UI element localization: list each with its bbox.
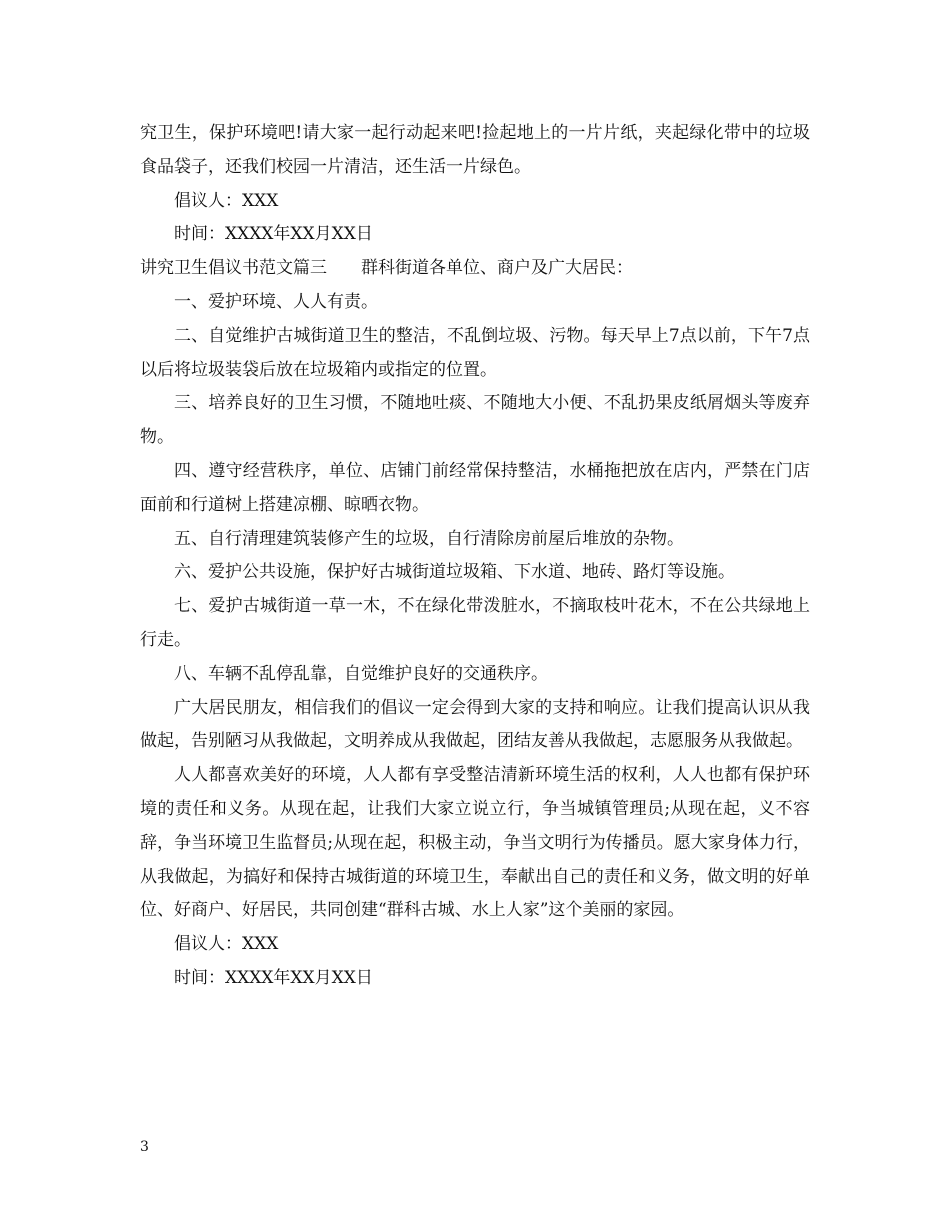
paragraph: 讲究卫生倡议书范文篇三 群科街道各单位、商户及广大居民： <box>140 258 633 279</box>
paragraph: 二、自觉维护古城街道卫生的整洁，不乱倒垃圾、污物。每天早上7点以前，下午7点以后将垃圾装袋后放在垃圾箱内或指定的位置。 <box>140 325 810 380</box>
paragraph: 倡议人：XXX <box>174 190 279 211</box>
paragraph: 一、爱护环境、人人有责。 <box>174 291 378 312</box>
paragraph: 八、车辆不乱停乱靠，自觉维护良好的交通秩序。 <box>174 663 548 684</box>
page-number: 3 <box>140 1139 149 1155</box>
paragraph: 广大居民朋友，相信我们的倡议一定会得到大家的支持和响应。让我们提高认识从我做起，告别陋习从我做起，文明养成从我做起，团结友善从我做起，志愿服务从我做起。 <box>140 697 810 752</box>
paragraph: 时间：XXXX年XX月XX日 <box>174 224 373 245</box>
document-body <box>140 117 810 996</box>
paragraph: 七、爱护古城街道一草一木，不在绿化带泼脏水，不摘取枝叶花木，不在公共绿地上行走。 <box>140 596 810 650</box>
paragraph: 五、自行清理建筑装修产生的垃圾，自行清除房前屋后堆放的杂物。 <box>174 528 684 549</box>
paragraph: 倡议人：XXX <box>174 934 279 955</box>
paragraph: 人人都喜欢美好的环境，人人都有享受整洁清新环境生活的权利，人人也都有保护环境的责任和义务。从现在起，让我们大家立说立行，争当城镇管理员;从现在起，义不容辞，争当环境卫生监督员;从现在起，积极主动，争当文明行为传播员。愿大家身体力行，从我做起，为搞好和保持古城街道的环境卫生，奉献出自己的责任和义务，做文明的好单位、好商户、好居民，共同创建“群科古城、水上人家”这个美丽的家园。 <box>140 765 810 921</box>
paragraph: 六、爱护公共设施，保护好古城街道垃圾箱、下水道、地砖、路灯等设施。 <box>174 562 735 583</box>
paragraph: 三、培养良好的卫生习惯，不随地吐痰、不随地大小便、不乱扔果皮纸屑烟头等废弃物。 <box>140 393 810 448</box>
paragraph: 四、遵守经营秩序，单位、店铺门前经常保持整洁，水桶拖把放在店内，严禁在门店面前和行道树上搭建凉棚、晾晒衣物。 <box>140 460 810 515</box>
paragraph: 时间：XXXX年XX月XX日 <box>174 967 373 988</box>
paragraph: 究卫生，保护环境吧!请大家一起行动起来吧!捡起地上的一片片纸，夹起绿化带中的垃圾食品袋子，还我们校园一片清洁，还生活一片绿色。 <box>140 123 810 177</box>
